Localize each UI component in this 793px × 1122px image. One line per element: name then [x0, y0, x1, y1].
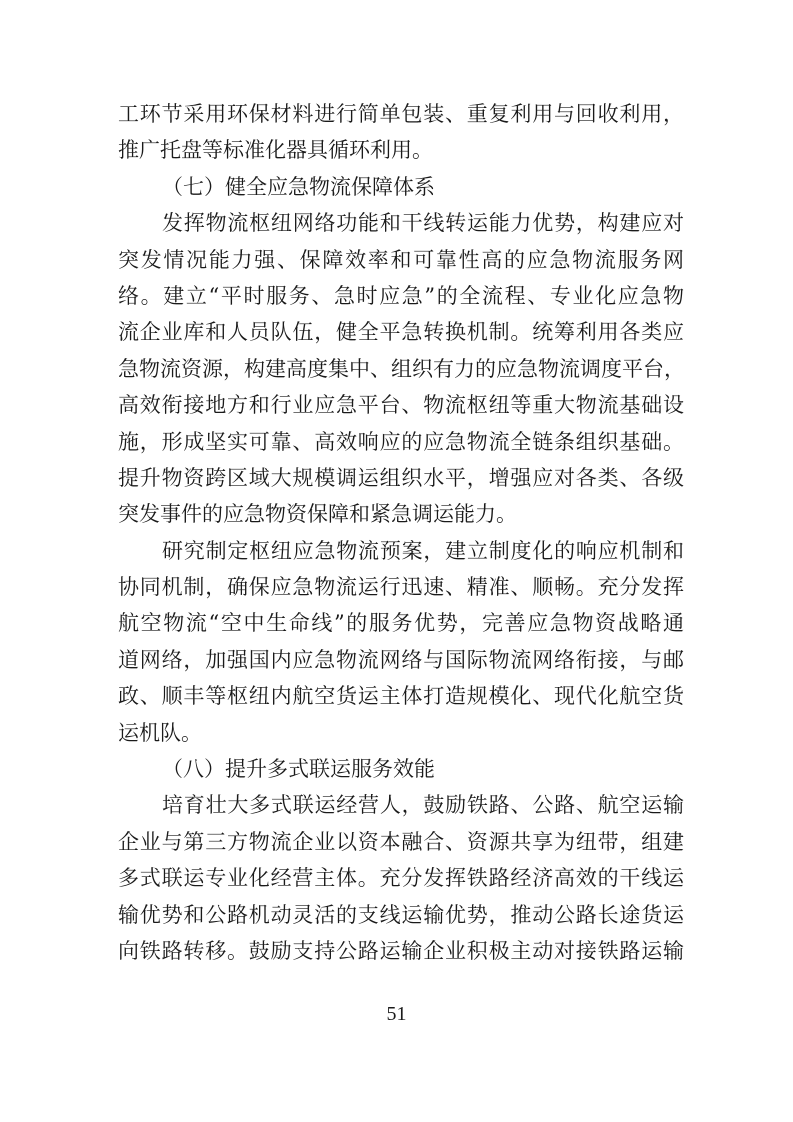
- text-line: 工环节采用环保材料进行简单包装、重复利用与回收利用，: [118, 102, 684, 126]
- page-number: 51: [386, 1003, 407, 1025]
- document-body: [118, 96, 684, 969]
- text-line: 政、顺丰等枢纽内航空货运主体打造规模化、现代化航空货: [118, 684, 684, 709]
- text-line: 突发事件的应急物资保障和紧急调运能力。: [118, 502, 517, 527]
- heading-text: （八）提升多式联运服务效能: [162, 757, 435, 782]
- text-line: 运机队。: [118, 720, 202, 745]
- text-line: 多式联运专业化经营主体。充分发挥铁路经济高效的干线运: [118, 866, 684, 891]
- heading-text: （七）健全应急物流保障体系: [162, 174, 435, 199]
- text-line: 发挥物流枢纽网络功能和干线转运能力优势，构建应对: [162, 211, 684, 236]
- paragraph-continued: [118, 96, 684, 169]
- text-line: 道网络，加强国内应急物流网络与国际物流网络衔接，与邮: [118, 647, 684, 672]
- text-line: 研究制定枢纽应急物流预案，建立制度化的响应机制和: [162, 538, 684, 563]
- text-line: 提升物资跨区域大规模调运组织水平，增强应对各类、各级: [118, 465, 684, 490]
- text-line: 企业与第三方物流企业以资本融合、资源共享为纽带，组建: [118, 829, 684, 854]
- text-line: 向铁路转移。鼓励支持公路运输企业积极主动对接铁路运输: [118, 938, 684, 963]
- text-line: 突发情况能力强、保障效率和可靠性高的应急物流服务网: [118, 247, 684, 272]
- text-line: 络。建立“平时服务、急时应急”的全流程、专业化应急物: [118, 283, 684, 308]
- section-heading: [118, 751, 684, 787]
- text-line: 输优势和公路机动灵活的支线运输优势，推动公路长途货运: [118, 902, 684, 927]
- text-line: 推广托盘等标准化器具循环利用。: [118, 138, 433, 163]
- section-heading: [118, 169, 684, 205]
- paragraph: [118, 205, 684, 533]
- text-line: 高效衔接地方和行业应急平台、物流枢纽等重大物流基础设: [118, 393, 684, 418]
- text-line: 培育壮大多式联运经营人，鼓励铁路、公路、航空运输: [162, 793, 684, 818]
- paragraph: [118, 533, 684, 751]
- text-line: 协同机制，确保应急物流运行迅速、精准、顺畅。充分发挥: [118, 575, 684, 600]
- text-line: 航空物流“空中生命线”的服务优势，完善应急物资战略通: [118, 611, 684, 636]
- paragraph: [118, 787, 684, 969]
- text-line: 施，形成坚实可靠、高效响应的应急物流全链条组织基础。: [118, 429, 684, 454]
- text-line: 流企业库和人员队伍，健全平急转换机制。统筹利用各类应: [118, 320, 684, 345]
- text-line: 急物流资源，构建高度集中、组织有力的应急物流调度平台，: [118, 356, 685, 381]
